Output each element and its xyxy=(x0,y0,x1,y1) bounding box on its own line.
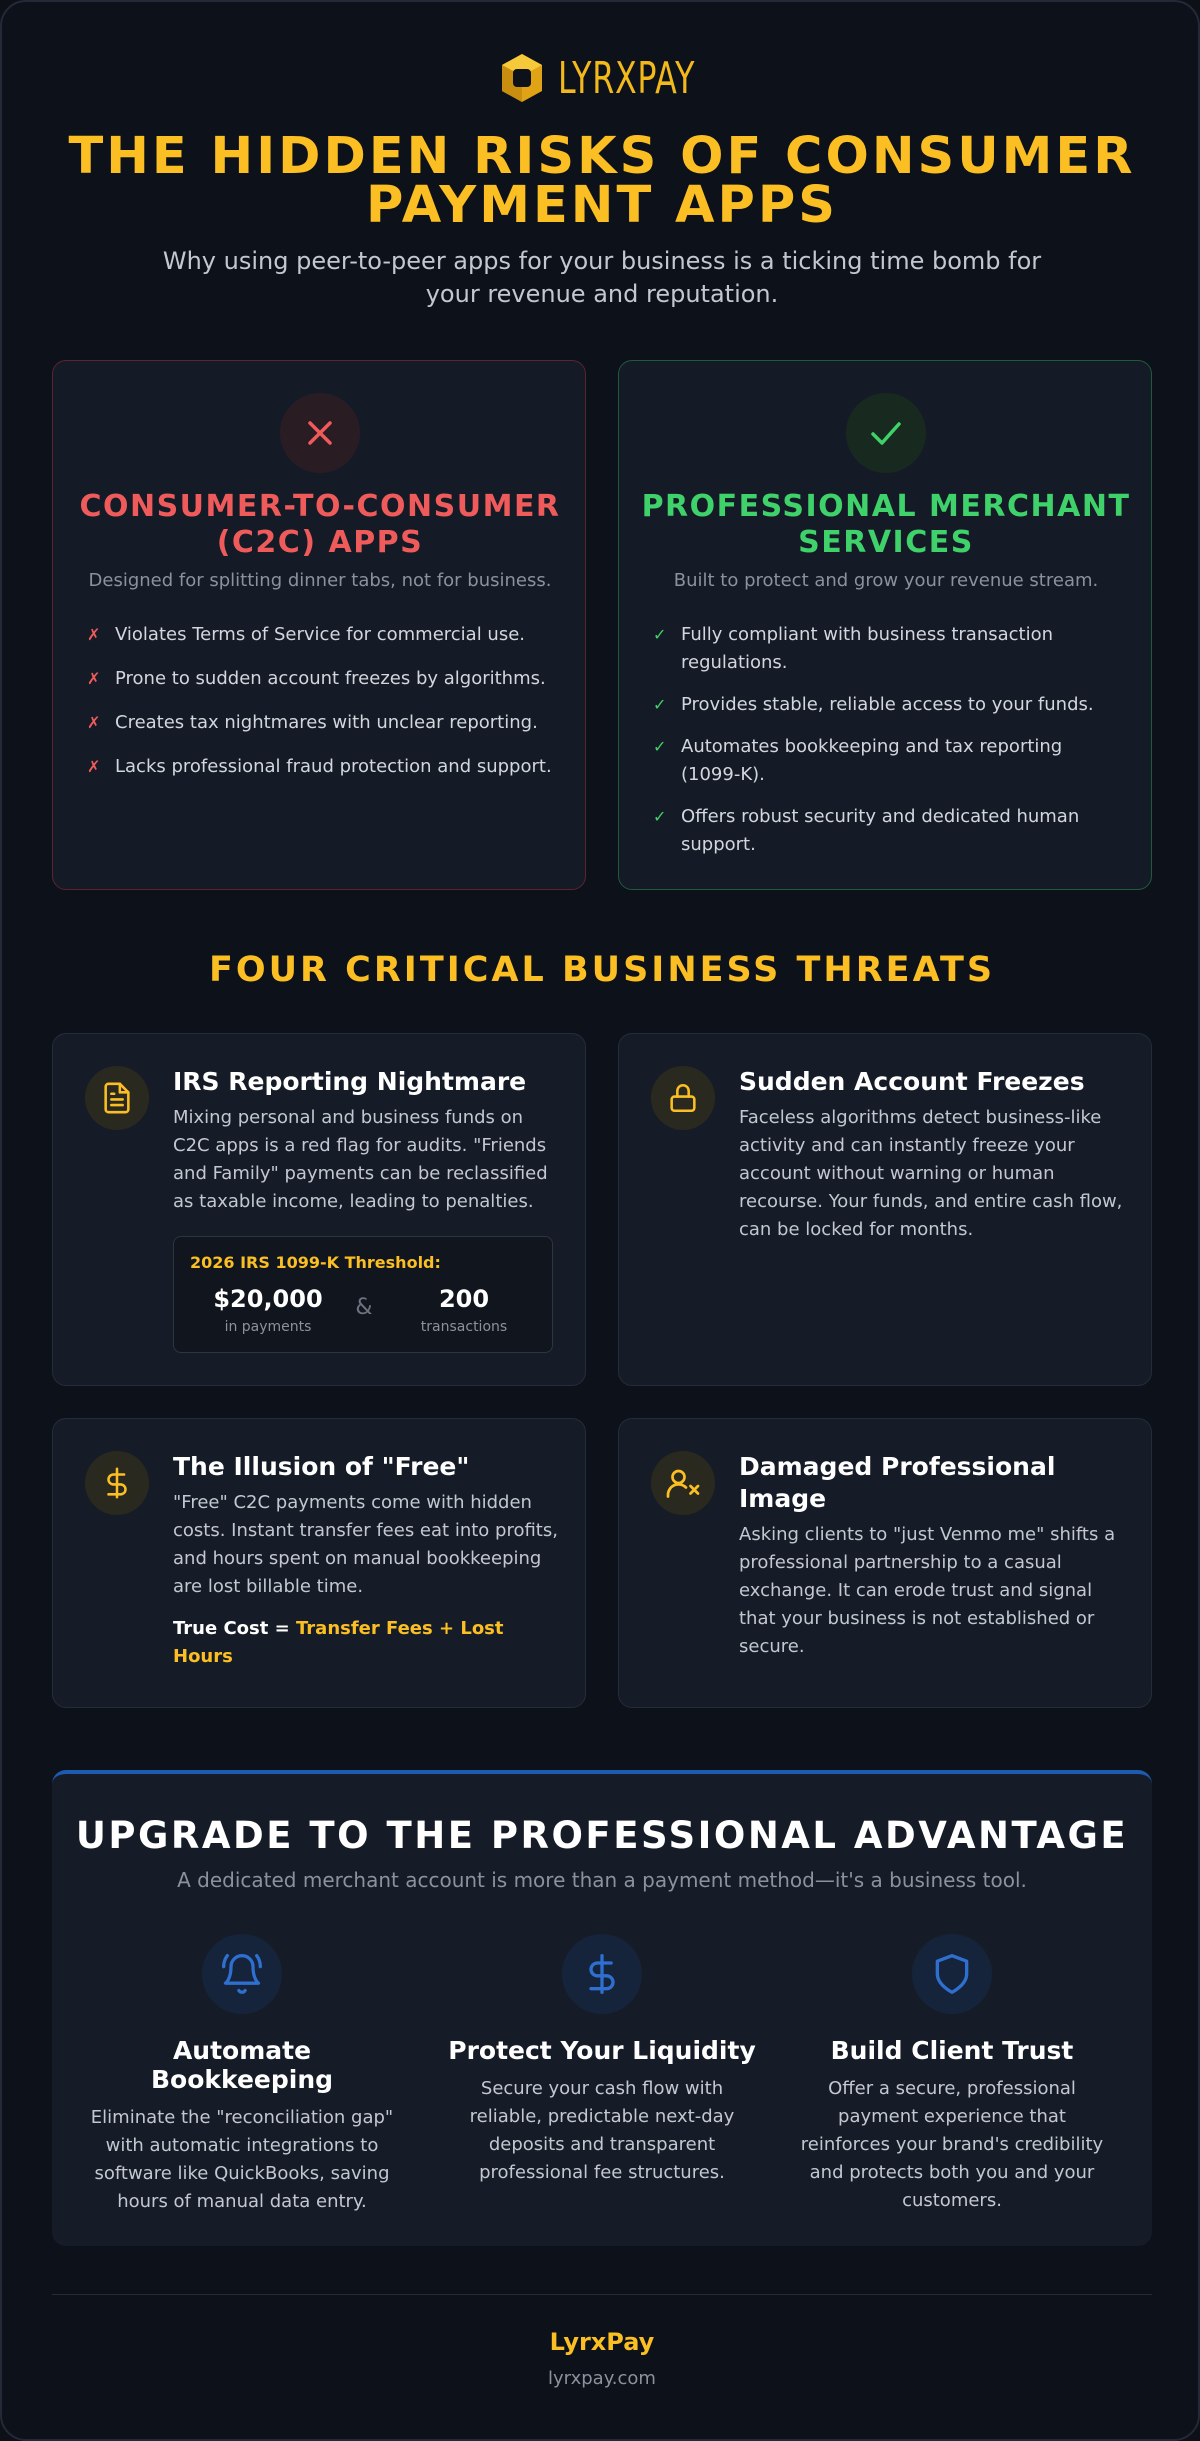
list-item-text: Violates Terms of Service for commercial use. xyxy=(115,624,526,645)
merchant-services-card xyxy=(618,360,1152,890)
list-item xyxy=(653,733,1123,789)
threshold-amount: $20,000 xyxy=(213,1285,323,1313)
list-item xyxy=(653,691,1123,719)
feature-text: Eliminate the "reconciliation gap" with automatic integrations to software like QuickBooks, saving hours of manual data entry. xyxy=(90,2107,394,2212)
logo-mark-icon xyxy=(496,52,548,104)
threshold-count: 200 xyxy=(438,1285,490,1313)
list-item xyxy=(87,665,557,693)
threats-section-title: FOUR CRITICAL BUSINESS THREATS xyxy=(208,950,996,990)
brand-logo xyxy=(2,52,1200,104)
threat-card-free xyxy=(52,1418,586,1708)
x-icon xyxy=(280,393,360,473)
threat-card-freezes xyxy=(618,1033,1152,1386)
x-mark-icon: ✗ xyxy=(87,669,101,688)
list-item-text: Automates bookkeeping and tax reporting (1099-K). xyxy=(681,736,1063,785)
x-mark-icon: ✗ xyxy=(87,713,101,732)
merchant-benefit-list xyxy=(653,621,1123,873)
threat-text: "Free" C2C payments come with hidden costs. Instant transfer fees eat into profits, and hours spent on manual bookkeeping are lost billable time. xyxy=(173,1492,558,1597)
upgrade-title: UPGRADE TO THE PROFESSIONAL ADVANTAGE xyxy=(75,1814,1129,1857)
merchant-card-title: PROFESSIONAL MERCHANT SERVICES xyxy=(641,489,1131,560)
list-item-text: Provides stable, reliable access to your funds. xyxy=(681,694,1094,715)
true-cost xyxy=(173,1615,561,1671)
check-mark-icon: ✓ xyxy=(653,695,667,714)
list-item-text: Prone to sudden account freezes by algorithms. xyxy=(115,668,546,689)
threat-title: Damaged Professional Image xyxy=(739,1452,1056,1513)
x-mark-icon: ✗ xyxy=(87,757,101,776)
list-item xyxy=(87,709,557,737)
threat-title: Sudden Account Freezes xyxy=(739,1067,1085,1096)
check-icon xyxy=(846,393,926,473)
shield-icon xyxy=(912,1934,992,2014)
feature-title: Build Client Trust xyxy=(830,2036,1074,2065)
threat-text: Faceless algorithms detect business-like activity and can instantly freeze your account without warning or human recourse. Your funds, and entire cash flow, can be locked for months. xyxy=(739,1107,1123,1240)
footer-url-link[interactable]: lyrxpay.com xyxy=(548,2368,656,2389)
upgrade-subtitle: A dedicated merchant account is more than a payment method—it's a business tool. xyxy=(177,1868,1027,1892)
dollar-icon xyxy=(562,1934,642,2014)
upgrade-panel xyxy=(52,1770,1152,2246)
threat-text: Mixing personal and business funds on C2C apps is a red flag for audits. "Friends and Family" payments can be reclassified as taxable income, leading to penalties. xyxy=(173,1107,548,1212)
x-mark-icon: ✗ xyxy=(87,625,101,644)
bell-icon xyxy=(202,1934,282,2014)
lock-icon xyxy=(651,1066,715,1130)
list-item xyxy=(653,803,1123,859)
user-x-icon xyxy=(651,1451,715,1515)
true-cost-label: True Cost = xyxy=(173,1618,290,1639)
c2c-risk-list xyxy=(87,621,557,797)
check-mark-icon: ✓ xyxy=(653,737,667,756)
irs-threshold-box xyxy=(173,1236,553,1353)
list-item-text: Offers robust security and dedicated human support. xyxy=(681,806,1080,855)
dollar-icon xyxy=(85,1451,149,1515)
check-mark-icon: ✓ xyxy=(653,807,667,826)
list-item xyxy=(87,753,557,781)
list-item-text: Fully compliant with business transaction regulations. xyxy=(681,624,1054,673)
feature-title: Protect Your Liquidity xyxy=(448,2036,756,2065)
feature-build-trust xyxy=(792,1934,1112,2215)
feature-title: Automate Bookkeeping xyxy=(150,2036,334,2094)
feature-automate-bookkeeping xyxy=(82,1934,402,2216)
list-item-text: Lacks professional fraud protection and support. xyxy=(115,756,552,777)
threshold-count-label: transactions xyxy=(420,1319,508,1335)
brand-name: LYRXPAY xyxy=(558,52,696,104)
threshold-label: 2026 IRS 1099-K Threshold: xyxy=(190,1253,441,1272)
threat-title: IRS Reporting Nightmare xyxy=(173,1067,527,1096)
footer-brand: LyrxPay xyxy=(549,2328,655,2356)
footer-divider xyxy=(52,2294,1152,2295)
page-title: THE HIDDEN RISKS OF CONSUMER PAYMENT APPS xyxy=(68,127,1136,235)
threat-text: Asking clients to "just Venmo me" shifts a professional partnership to a casual exchange. It can erode trust and signal that your business is not established or secure. xyxy=(739,1524,1116,1657)
list-item-text: Creates tax nightmares with unclear reporting. xyxy=(115,712,538,733)
threshold-amount-label: in payments xyxy=(224,1319,312,1335)
list-item xyxy=(653,621,1123,677)
feature-text: Secure your cash flow with reliable, predictable next-day deposits and transparent professional fee structures. xyxy=(469,2078,735,2183)
check-mark-icon: ✓ xyxy=(653,625,667,644)
c2c-apps-card xyxy=(52,360,586,890)
feature-text: Offer a secure, professional payment experience that reinforces your brand's credibility and protects both you and your customers. xyxy=(800,2078,1104,2211)
page-subtitle: Why using peer-to-peer apps for your business is a ticking time bomb for your revenue and reputation. xyxy=(162,247,1042,308)
c2c-card-description: Designed for splitting dinner tabs, not for business. xyxy=(88,570,552,591)
threat-title: The Illusion of "Free" xyxy=(173,1452,470,1481)
threat-card-irs xyxy=(52,1033,586,1386)
feature-protect-liquidity xyxy=(442,1934,762,2187)
c2c-card-title: CONSUMER-TO-CONSUMER (C2C) APPS xyxy=(79,489,561,560)
threshold-separator: & xyxy=(355,1295,373,1320)
threat-card-image xyxy=(618,1418,1152,1708)
merchant-card-description: Built to protect and grow your revenue stream. xyxy=(673,570,1099,591)
true-cost-value: Transfer Fees + Lost Hours xyxy=(173,1618,504,1667)
document-icon xyxy=(85,1066,149,1130)
list-item xyxy=(87,621,557,649)
